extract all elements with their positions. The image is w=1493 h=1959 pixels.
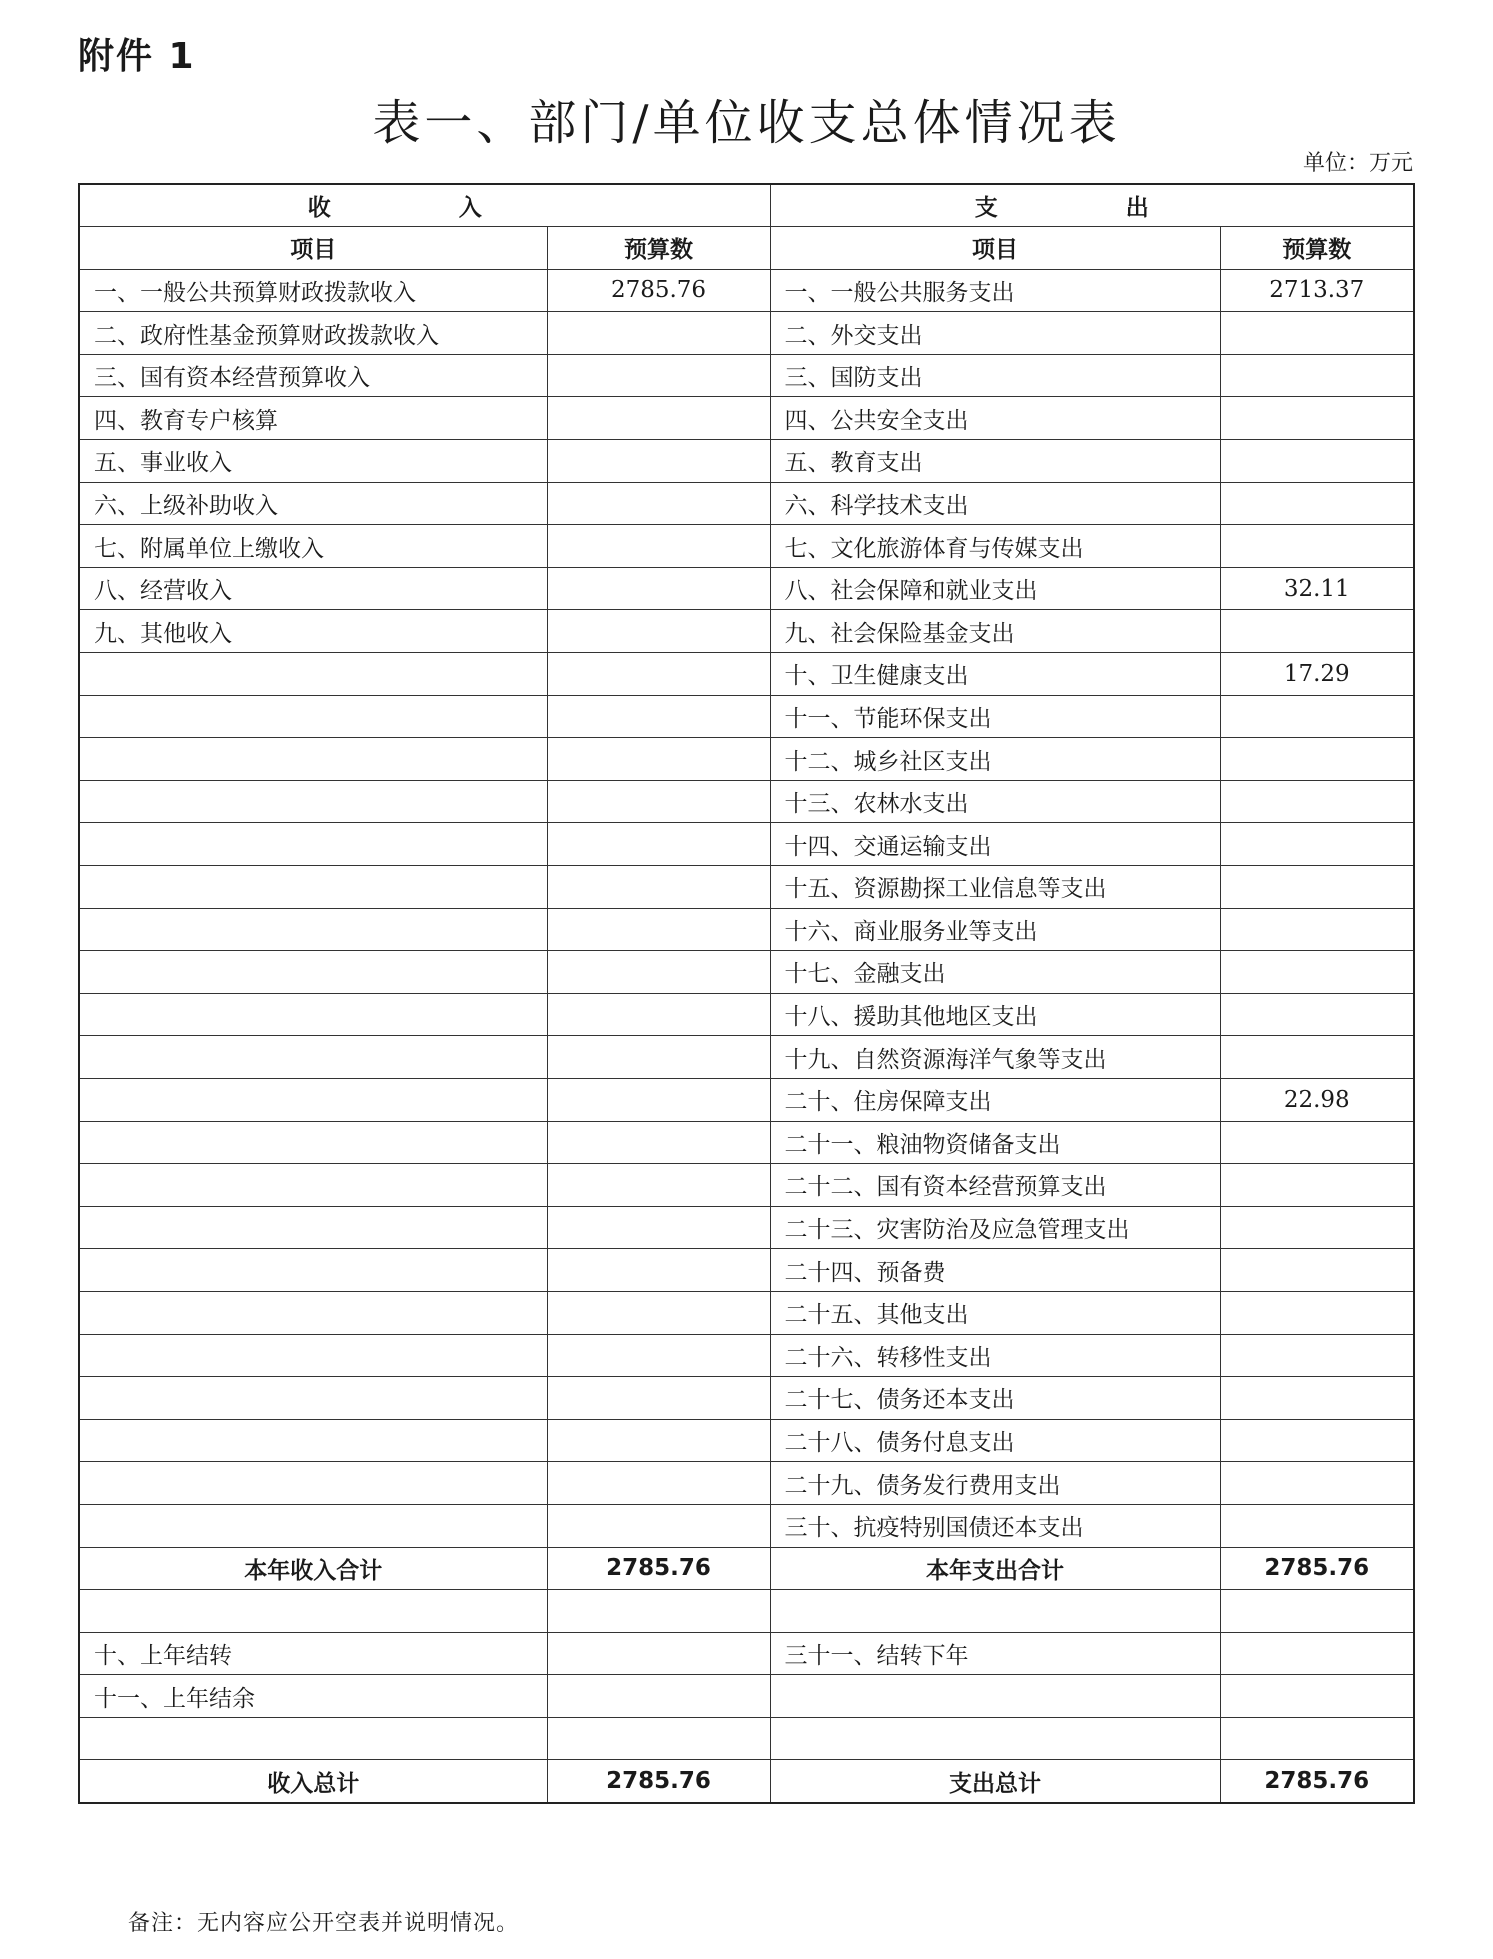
annual-total-row bbox=[79, 1547, 1414, 1590]
expense-amount-cell bbox=[1220, 1419, 1414, 1462]
table-row bbox=[79, 269, 1414, 312]
income-amount-cell bbox=[547, 354, 770, 397]
expense-item-cell: 十、卫生健康支出 bbox=[770, 653, 1220, 696]
income-item-cell: 八、经营收入 bbox=[79, 567, 547, 610]
income-amount-cell bbox=[547, 312, 770, 355]
section-header-row bbox=[79, 184, 1414, 227]
income-item-cell bbox=[79, 1504, 547, 1547]
income-item-cell bbox=[79, 695, 547, 738]
income-amount-cell bbox=[547, 695, 770, 738]
income-item-cell: 十一、上年结余 bbox=[79, 1675, 547, 1718]
expense-item-cell: 一、一般公共服务支出 bbox=[770, 269, 1220, 312]
expense-total-label: 支出总计 bbox=[770, 1760, 1220, 1803]
page-title: 表一、部门/单位收支总体情况表 bbox=[372, 95, 1121, 151]
income-amount-cell bbox=[547, 1377, 770, 1420]
income-amount-cell bbox=[547, 823, 770, 866]
table-row bbox=[79, 440, 1414, 483]
table-row bbox=[79, 1036, 1414, 1079]
expense-amount-cell bbox=[1220, 1632, 1414, 1675]
income-item-cell bbox=[79, 908, 547, 951]
table-row bbox=[79, 738, 1414, 781]
expense-amount-cell bbox=[1220, 951, 1414, 994]
income-amount-cell bbox=[547, 908, 770, 951]
income-item-cell: 四、教育专户核算 bbox=[79, 397, 547, 440]
table-row bbox=[79, 1462, 1414, 1505]
income-item-cell bbox=[79, 1590, 547, 1633]
income-amount-cell bbox=[547, 993, 770, 1036]
income-item-cell bbox=[79, 866, 547, 909]
expense-amount-cell bbox=[1220, 1590, 1414, 1633]
table-row bbox=[79, 525, 1414, 568]
income-item-cell: 三、国有资本经营预算收入 bbox=[79, 354, 547, 397]
income-item-cell: 十、上年结转 bbox=[79, 1632, 547, 1675]
expense-item-cell: 四、公共安全支出 bbox=[770, 397, 1220, 440]
income-amount-cell bbox=[547, 951, 770, 994]
expense-item-cell: 十七、金融支出 bbox=[770, 951, 1220, 994]
expense-amount-cell: 32.11 bbox=[1220, 567, 1414, 610]
table-row bbox=[79, 695, 1414, 738]
expense-item-cell: 十五、资源勘探工业信息等支出 bbox=[770, 866, 1220, 909]
table-row bbox=[79, 1590, 1414, 1633]
table-row bbox=[79, 1206, 1414, 1249]
income-amount-cell bbox=[547, 1121, 770, 1164]
income-budget-header: 预算数 bbox=[547, 227, 770, 270]
table-row bbox=[79, 1419, 1414, 1462]
income-item-cell: 五、事业收入 bbox=[79, 440, 547, 483]
income-total-label: 本年收入合计 bbox=[79, 1547, 547, 1590]
table-row bbox=[79, 397, 1414, 440]
expense-amount-cell bbox=[1220, 312, 1414, 355]
expense-item-cell: 二十三、灾害防治及应急管理支出 bbox=[770, 1206, 1220, 1249]
expense-item-cell: 二十九、债务发行费用支出 bbox=[770, 1462, 1220, 1505]
expense-amount-cell: 22.98 bbox=[1220, 1078, 1414, 1121]
budget-table bbox=[78, 183, 1415, 1804]
table-row bbox=[79, 482, 1414, 525]
table-row bbox=[79, 908, 1414, 951]
income-item-cell bbox=[79, 1419, 547, 1462]
expense-item-cell: 十三、农林水支出 bbox=[770, 780, 1220, 823]
income-amount-cell bbox=[547, 1036, 770, 1079]
expense-item-cell: 十六、商业服务业等支出 bbox=[770, 908, 1220, 951]
expense-budget-header: 预算数 bbox=[1220, 227, 1414, 270]
table-row bbox=[79, 1249, 1414, 1292]
expense-item-cell: 九、社会保险基金支出 bbox=[770, 610, 1220, 653]
expense-total-label: 本年支出合计 bbox=[770, 1547, 1220, 1590]
expense-amount-cell bbox=[1220, 1121, 1414, 1164]
expense-amount-cell bbox=[1220, 866, 1414, 909]
expense-item-cell: 七、文化旅游体育与传媒支出 bbox=[770, 525, 1220, 568]
income-item-cell bbox=[79, 1462, 547, 1505]
income-item-cell bbox=[79, 951, 547, 994]
income-amount-cell bbox=[547, 653, 770, 696]
expense-item-cell: 八、社会保障和就业支出 bbox=[770, 567, 1220, 610]
income-item-cell: 九、其他收入 bbox=[79, 610, 547, 653]
income-amount-cell bbox=[547, 610, 770, 653]
expense-item-cell: 十八、援助其他地区支出 bbox=[770, 993, 1220, 1036]
grand-total-row bbox=[79, 1760, 1414, 1803]
expense-amount-cell bbox=[1220, 1249, 1414, 1292]
income-item-cell bbox=[79, 823, 547, 866]
expense-item-cell bbox=[770, 1717, 1220, 1760]
expense-item-cell: 十九、自然资源海洋气象等支出 bbox=[770, 1036, 1220, 1079]
expense-amount-cell bbox=[1220, 610, 1414, 653]
income-amount-cell bbox=[547, 1334, 770, 1377]
expense-item-cell: 十四、交通运输支出 bbox=[770, 823, 1220, 866]
unit-label: 单位：万元 bbox=[1302, 151, 1413, 176]
column-header-row bbox=[79, 227, 1414, 270]
expense-item-cell: 二十二、国有资本经营预算支出 bbox=[770, 1164, 1220, 1207]
income-item-cell: 一、一般公共预算财政拨款收入 bbox=[79, 269, 547, 312]
table-row bbox=[79, 1121, 1414, 1164]
expense-item-header: 项目 bbox=[770, 227, 1220, 270]
income-amount-cell bbox=[547, 1717, 770, 1760]
table-row bbox=[79, 567, 1414, 610]
income-amount-cell bbox=[547, 440, 770, 483]
table-row bbox=[79, 1078, 1414, 1121]
expense-amount-cell bbox=[1220, 1377, 1414, 1420]
income-item-cell bbox=[79, 1334, 547, 1377]
income-amount-cell bbox=[547, 1291, 770, 1334]
expense-amount-cell bbox=[1220, 695, 1414, 738]
expense-item-cell: 二十一、粮油物资储备支出 bbox=[770, 1121, 1220, 1164]
income-item-cell bbox=[79, 1206, 547, 1249]
income-amount-cell: 2785.76 bbox=[547, 269, 770, 312]
expense-amount-cell bbox=[1220, 1504, 1414, 1547]
income-amount-cell bbox=[547, 1078, 770, 1121]
expense-item-cell: 三十、抗疫特别国债还本支出 bbox=[770, 1504, 1220, 1547]
income-amount-cell bbox=[547, 482, 770, 525]
expense-item-cell: 十一、节能环保支出 bbox=[770, 695, 1220, 738]
expense-item-cell: 二十六、转移性支出 bbox=[770, 1334, 1220, 1377]
table-row bbox=[79, 1164, 1414, 1207]
expense-item-cell: 二十七、债务还本支出 bbox=[770, 1377, 1220, 1420]
expense-item-cell: 二、外交支出 bbox=[770, 312, 1220, 355]
table-row bbox=[79, 1504, 1414, 1547]
table-row bbox=[79, 1675, 1414, 1718]
expense-item-cell: 六、科学技术支出 bbox=[770, 482, 1220, 525]
income-total-label: 收入总计 bbox=[79, 1760, 547, 1803]
expense-item-cell: 二十四、预备费 bbox=[770, 1249, 1220, 1292]
expense-item-cell: 十二、城乡社区支出 bbox=[770, 738, 1220, 781]
expense-amount-cell bbox=[1220, 823, 1414, 866]
income-total-amount: 2785.76 bbox=[547, 1547, 770, 1590]
income-item-cell bbox=[79, 1121, 547, 1164]
expense-amount-cell bbox=[1220, 993, 1414, 1036]
income-amount-cell bbox=[547, 866, 770, 909]
income-item-cell bbox=[79, 780, 547, 823]
attachment-label: 附件 1 bbox=[78, 36, 196, 77]
expense-item-cell bbox=[770, 1590, 1220, 1633]
expense-amount-cell bbox=[1220, 440, 1414, 483]
table-row bbox=[79, 951, 1414, 994]
income-item-cell bbox=[79, 1377, 547, 1420]
income-amount-cell bbox=[547, 567, 770, 610]
table-row bbox=[79, 1377, 1414, 1420]
expense-amount-cell bbox=[1220, 1717, 1414, 1760]
expense-amount-cell bbox=[1220, 354, 1414, 397]
expense-amount-cell bbox=[1220, 1334, 1414, 1377]
income-amount-cell bbox=[547, 1632, 770, 1675]
table-row bbox=[79, 610, 1414, 653]
expense-amount-cell bbox=[1220, 1462, 1414, 1505]
table-row bbox=[79, 823, 1414, 866]
expense-amount-cell bbox=[1220, 780, 1414, 823]
table-row bbox=[79, 354, 1414, 397]
income-amount-cell bbox=[547, 780, 770, 823]
income-item-cell bbox=[79, 1078, 547, 1121]
footnote: 备注：无内容应公开空表并说明情况。 bbox=[128, 1911, 520, 1936]
income-amount-cell bbox=[547, 1590, 770, 1633]
expense-amount-cell bbox=[1220, 738, 1414, 781]
income-amount-cell bbox=[547, 1164, 770, 1207]
expense-item-cell: 二十八、债务付息支出 bbox=[770, 1419, 1220, 1462]
expense-section-header: 支 出 bbox=[770, 184, 1414, 227]
expense-amount-cell: 17.29 bbox=[1220, 653, 1414, 696]
income-item-cell: 六、上级补助收入 bbox=[79, 482, 547, 525]
expense-amount-cell bbox=[1220, 397, 1414, 440]
expense-item-cell bbox=[770, 1675, 1220, 1718]
income-amount-cell bbox=[547, 1675, 770, 1718]
expense-total-amount: 2785.76 bbox=[1220, 1547, 1414, 1590]
income-section-header: 收 入 bbox=[79, 184, 770, 227]
table-row bbox=[79, 1334, 1414, 1377]
income-item-cell: 七、附属单位上缴收入 bbox=[79, 525, 547, 568]
income-amount-cell bbox=[547, 397, 770, 440]
income-item-cell bbox=[79, 1164, 547, 1207]
income-amount-cell bbox=[547, 1419, 770, 1462]
income-amount-cell bbox=[547, 1504, 770, 1547]
table-row bbox=[79, 1717, 1414, 1760]
table-row bbox=[79, 312, 1414, 355]
expense-item-cell: 三十一、结转下年 bbox=[770, 1632, 1220, 1675]
income-amount-cell bbox=[547, 1249, 770, 1292]
expense-amount-cell bbox=[1220, 1206, 1414, 1249]
expense-item-cell: 二十五、其他支出 bbox=[770, 1291, 1220, 1334]
income-item-cell: 二、政府性基金预算财政拨款收入 bbox=[79, 312, 547, 355]
income-amount-cell bbox=[547, 1462, 770, 1505]
table-row bbox=[79, 1632, 1414, 1675]
expense-amount-cell bbox=[1220, 1164, 1414, 1207]
expense-amount-cell bbox=[1220, 482, 1414, 525]
table-row bbox=[79, 993, 1414, 1036]
income-item-cell bbox=[79, 993, 547, 1036]
table-row bbox=[79, 653, 1414, 696]
expense-amount-cell bbox=[1220, 1036, 1414, 1079]
table-row bbox=[79, 1291, 1414, 1334]
income-item-cell bbox=[79, 1249, 547, 1292]
expense-item-cell: 五、教育支出 bbox=[770, 440, 1220, 483]
expense-total-amount: 2785.76 bbox=[1220, 1760, 1414, 1803]
table-row bbox=[79, 780, 1414, 823]
income-amount-cell bbox=[547, 738, 770, 781]
income-item-cell bbox=[79, 1036, 547, 1079]
expense-amount-cell bbox=[1220, 1675, 1414, 1718]
income-total-amount: 2785.76 bbox=[547, 1760, 770, 1803]
income-item-cell bbox=[79, 738, 547, 781]
expense-amount-cell bbox=[1220, 525, 1414, 568]
income-amount-cell bbox=[547, 1206, 770, 1249]
expense-item-cell: 三、国防支出 bbox=[770, 354, 1220, 397]
income-item-cell bbox=[79, 1717, 547, 1760]
expense-amount-cell bbox=[1220, 1291, 1414, 1334]
table-row bbox=[79, 866, 1414, 909]
expense-amount-cell bbox=[1220, 908, 1414, 951]
income-amount-cell bbox=[547, 525, 770, 568]
income-item-cell bbox=[79, 653, 547, 696]
expense-item-cell: 二十、住房保障支出 bbox=[770, 1078, 1220, 1121]
income-item-cell bbox=[79, 1291, 547, 1334]
income-item-header: 项目 bbox=[79, 227, 547, 270]
expense-amount-cell: 2713.37 bbox=[1220, 269, 1414, 312]
